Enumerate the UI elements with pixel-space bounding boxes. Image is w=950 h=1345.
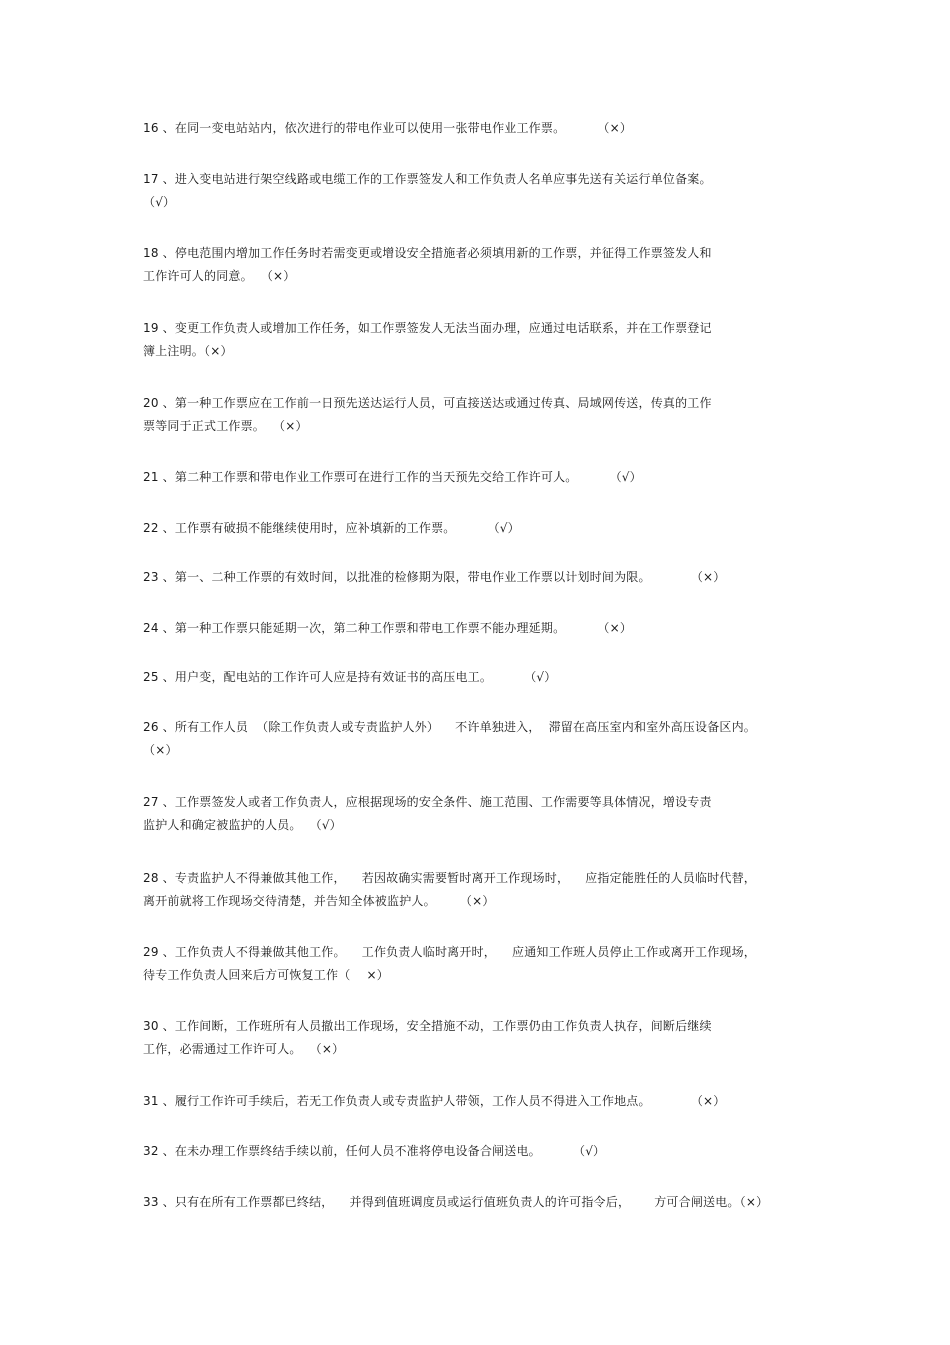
question-text: 19 、变更工作负责人或增加工作任务，如工作票签发人无法当面办理，应通过电话联系，并在工作票登记 (143, 321, 712, 335)
question-text: 16 、在同一变电站站内，依次进行的带电作业可以使用一张带电作业工作票。 （×） (143, 121, 633, 135)
question-text: 28 、专责监护人不得兼做其他工作， 若因故确实需要暂时离开工作现场时， 应指定能胜任的人员临时代替， (143, 871, 757, 885)
question-text: 17 、进入变电站进行架空线路或电缆工作的工作票签发人和工作负责人名单应事先送有关运行单位备案。 (143, 172, 712, 186)
question-text: 33 、只有在所有工作票都已终结， 并得到值班调度员或运行值班负责人的许可指令后， 方可合闸送电。（×） (143, 1195, 769, 1209)
question-19 (143, 317, 823, 363)
question-20 (143, 392, 823, 438)
question-28 (143, 867, 823, 913)
question-text: 29 、工作负责人不得兼做其他工作。 工作负责人临时离开时， 应通知工作班人员停止工作或离开工作现场， (143, 945, 757, 959)
question-text: 18 、停电范围内增加工作任务时若需变更或增设安全措施者必须填用新的工作票，并征得工作票签发人和 (143, 246, 712, 260)
question-text: 32 、在未办理工作票终结手续以前，任何人员不准将停电设备合闸送电。 （√） (143, 1144, 606, 1158)
question-29 (143, 941, 823, 987)
question-text: 工作许可人的同意。 （×） (143, 269, 296, 283)
question-31 (143, 1090, 823, 1113)
question-answer: （√） (143, 195, 176, 209)
question-26 (143, 716, 823, 762)
question-text: 票等同于正式工作票。 （×） (143, 419, 308, 433)
question-17 (143, 168, 823, 214)
question-text: 待专工作负责人回来后方可恢复工作（ ×） (143, 968, 389, 982)
question-22 (143, 517, 823, 540)
question-text: 26 、所有工作人员 （除工作负责人或专责监护人外） 不许单独进入， 滞留在高压室内和室外高压设备区内。 (143, 720, 757, 734)
question-21 (143, 466, 823, 489)
question-32 (143, 1140, 823, 1163)
question-text: 22 、工作票有破损不能继续使用时，应补填新的工作票。 （√） (143, 521, 520, 535)
question-text: 25 、用户变，配电站的工作许可人应是持有效证书的高压电工。 （√） (143, 670, 557, 684)
question-answer: （×） (143, 743, 178, 757)
question-27 (143, 791, 823, 837)
question-text: 31 、履行工作许可手续后，若无工作负责人或专责监护人带领，工作人员不得进入工作地点。 （×） (143, 1094, 726, 1108)
question-25 (143, 666, 823, 689)
question-30 (143, 1015, 823, 1061)
question-text: 20 、第一种工作票应在工作前一日预先送达运行人员，可直接送达或通过传真、局域网传送，传真的工作 (143, 396, 712, 410)
question-text: 27 、工作票签发人或者工作负责人，应根据现场的安全条件、施工范围、工作需要等具体情况，增设专责 (143, 795, 712, 809)
question-18 (143, 242, 823, 288)
question-text: 21 、第二种工作票和带电作业工作票可在进行工作的当天预先交给工作许可人。 （√） (143, 470, 642, 484)
question-text: 离开前就将工作现场交待清楚，并告知全体被监护人。 （×） (143, 894, 495, 908)
question-24 (143, 617, 823, 640)
question-33 (143, 1191, 823, 1214)
question-text: 监护人和确定被监护的人员。 （√） (143, 818, 342, 832)
question-23 (143, 566, 823, 589)
question-text: 簿上注明。（×） (143, 344, 233, 358)
question-16 (143, 117, 823, 140)
question-text: 23 、第一、二种工作票的有效时间，以批准的检修期为限，带电作业工作票以计划时间为限。 （×） (143, 570, 726, 584)
question-text: 30 、工作间断，工作班所有人员撤出工作现场，安全措施不动，工作票仍由工作负责人执存，间断后继续 (143, 1019, 712, 1033)
question-text: 工作，必需通过工作许可人。 （×） (143, 1042, 345, 1056)
question-text: 24 、第一种工作票只能延期一次，第二种工作票和带电工作票不能办理延期。 （×） (143, 621, 633, 635)
